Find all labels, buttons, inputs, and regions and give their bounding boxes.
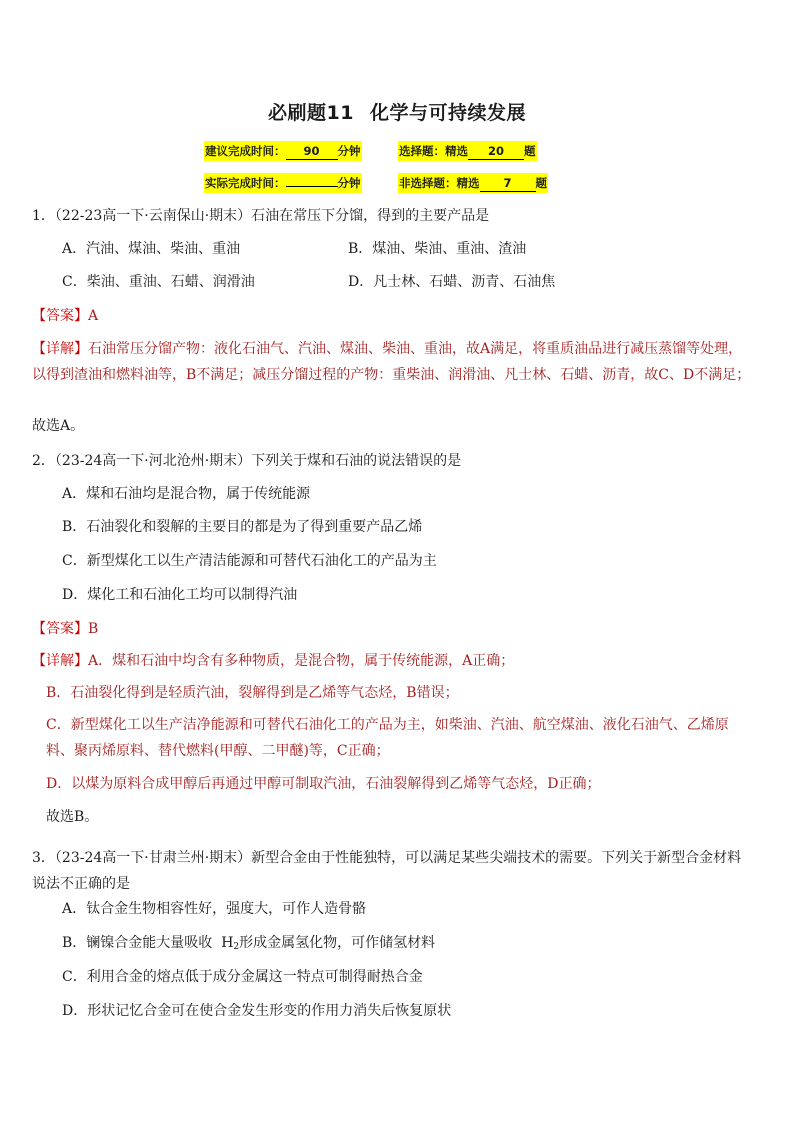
title-sub: 化学与可持续发展	[369, 102, 526, 124]
actual-time: 实际完成时间： 分钟	[204, 173, 362, 193]
nonchoice-count-value: 7	[480, 176, 536, 192]
question-2-answer: 【答案】B	[32, 621, 99, 637]
question-1-option-b: B．煤油、柴油、重油、渣油	[348, 241, 527, 257]
hydrogen-formula: $H_2$	[221, 935, 240, 952]
question-2-option-a: A．煤和石油均是混合物，属于传统能源	[62, 486, 311, 502]
question-1-answer: 【答案】A	[32, 308, 99, 324]
question-2-detail-c: C．新型煤化工以生产洁净能源和可替代石油化工的产品为主，如柴油、汽油、航空煤油、液化石油气、乙烯原料、聚丙烯原料、替代燃料(甲醇、二甲醚)等，C正确；	[46, 717, 729, 759]
actual-time-value[interactable]	[286, 186, 338, 187]
question-3-option-b: B．镧镍合金能大量吸收 $H_2$形成金属氢化物，可作储氢材料	[62, 935, 436, 952]
question-2-detail-a: 【详解】A．煤和石油中均含有多种物质，是混合物，属于传统能源，A正确；	[32, 653, 515, 669]
question-2-option-c: C．新型煤化工以生产清洁能源和可替代石油化工的产品为主	[62, 553, 437, 569]
question-3-option-d: D．形状记忆合金可在使合金发生形变的作用力消失后恢复原状	[62, 1003, 452, 1019]
question-3-stem: 3．（23-24高一下·甘肃兰州·期末）新型合金由于性能独特，可以满足某些尖端技术的需要。下列关于新型合金材料说法不正确的是	[32, 850, 742, 892]
question-1-conclusion: 故选A。	[32, 418, 85, 434]
nonchoice-count: 非选择题：精选 7 题	[398, 173, 548, 193]
question-2-option-d: D．煤化工和石油化工均可以制得汽油	[62, 587, 298, 603]
question-2-stem: 2．（23-24高一下·河北沧州·期末）下列关于煤和石油的说法错误的是	[32, 453, 462, 469]
suggested-time-value: 90	[286, 144, 338, 160]
question-3-option-a: A．钛合金生物相容性好，强度大，可作人造骨骼	[62, 901, 367, 917]
question-1-stem: 1．（22-23高一下·云南保山·期末）石油在常压下分馏，得到的主要产品是	[32, 208, 490, 224]
question-1-option-a: A．汽油、煤油、柴油、重油	[62, 241, 241, 257]
choice-count: 选择题：精选 20 题	[398, 141, 537, 161]
question-2-conclusion: 故选B。	[46, 809, 99, 825]
choice-count-value: 20	[468, 144, 524, 160]
question-2-detail-d: D．以煤为原料合成甲醇后再通过甲醇可制取汽油，石油裂解得到乙烯等气态烃，D正确；	[46, 776, 601, 792]
question-3-option-c: C．利用合金的熔点低于成分金属这一特点可制得耐热合金	[62, 969, 423, 985]
question-1-detail: 【详解】石油常压分馏产物：液化石油气、汽油、煤油、柴油、重油，故A满足，将重质油品进行减压蒸馏等处理，以得到渣油和燃料油等，B不满足；减压分馏过程的产物：重柴油、润滑油、凡士林、石蜡、沥青，故C、D不满足；	[32, 341, 751, 383]
question-1-option-c: C．柴油、重油、石蜡、润滑油	[62, 274, 255, 290]
question-1-option-d: D．凡士林、石蜡、沥青、石油焦	[348, 274, 556, 290]
title-main: 必刷题11	[268, 102, 354, 124]
page-title	[0, 98, 794, 125]
suggested-time: 建议完成时间： 90 分钟	[204, 141, 362, 161]
question-2-option-b: B．石油裂化和裂解的主要目的都是为了得到重要产品乙烯	[62, 519, 423, 535]
question-2-detail-b: B．石油裂化得到是轻质汽油，裂解得到是乙烯等气态烃，B错误；	[46, 685, 459, 701]
